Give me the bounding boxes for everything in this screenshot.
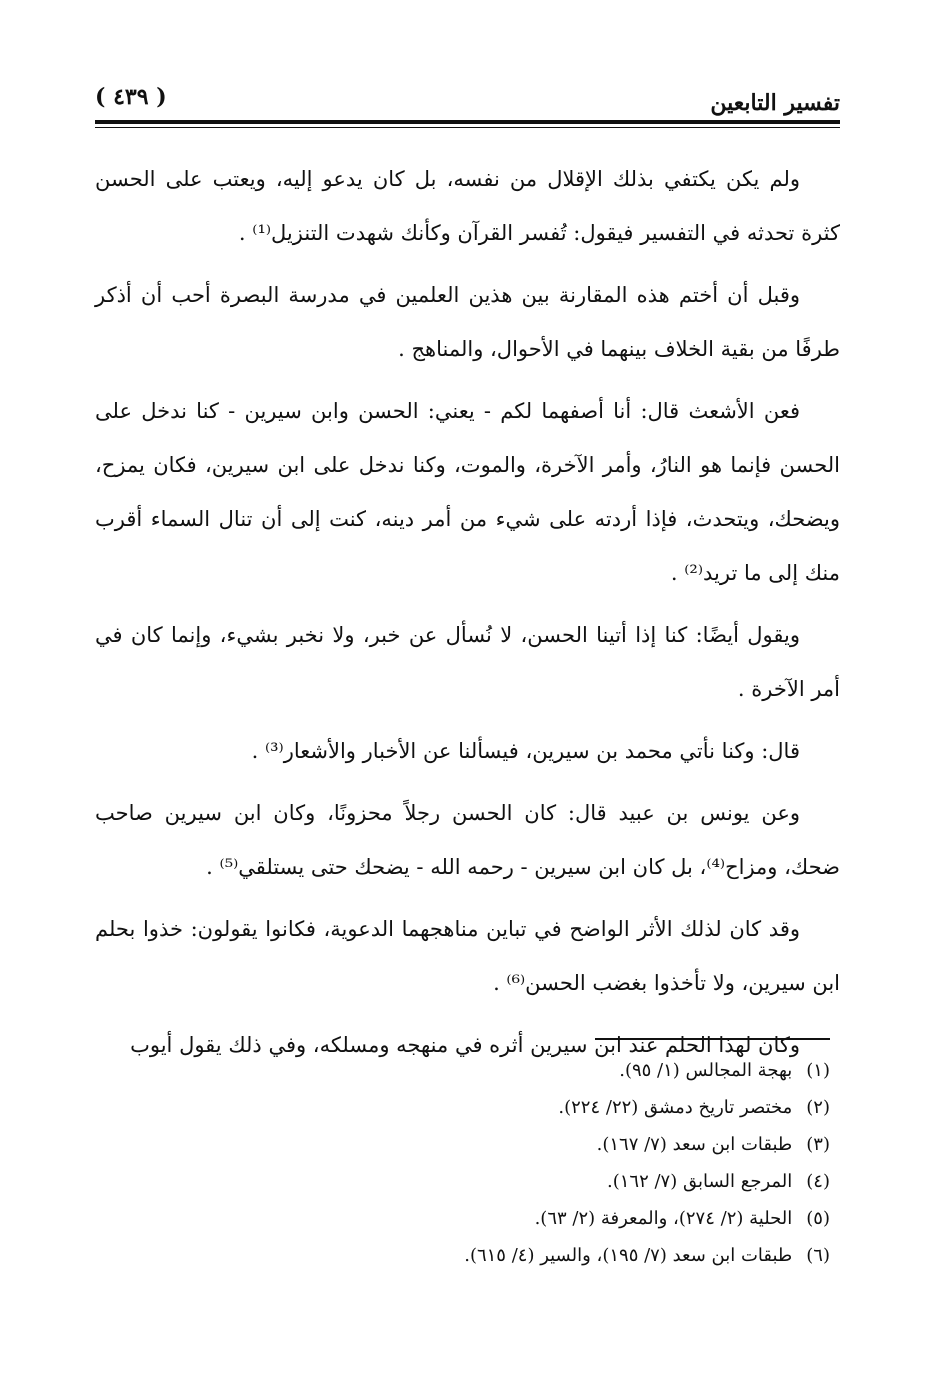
- paragraph: فعن الأشعث قال: أنا أصفهما لكم - يعني: الحسن وابن سيرين - كنا ندخل على الحسن فإنما هو النارُ، وأمر الآخرة، والموت، وكنا ندخل على ابن سيرين، فكان يمزح، ويضحك، ويتحدث، فإذا أردته على شيء من أمر دينه، كنت إلى أن تنال السماء أقرب منك إلى ما تريد⁽²⁾ .: [95, 399, 840, 585]
- footnote: [95, 1200, 830, 1237]
- footnote: [95, 1089, 830, 1126]
- footnote-text: المرجع السابق (٧/ ١٦٢).: [606, 1171, 793, 1192]
- footnote: [95, 1052, 830, 1089]
- footnote-text: بهجة المجالس (١/ ٩٥).: [619, 1060, 793, 1081]
- footnote-number: (٣): [806, 1134, 830, 1155]
- footnote-number: (٢): [806, 1097, 830, 1118]
- footnote-text: طبقات ابن سعد (٧/ ١٩٥)، والسير (٤/ ٦١٥).: [464, 1245, 793, 1266]
- paragraph: وعن يونس بن عبيد قال: كان الحسن رجلاً محزونًا، وكان ابن سيرين صاحب ضحك، ومزاح⁽⁴⁾، بل كان ابن سيرين - رحمه الله - يضحك حتى يستلقي⁽⁵⁾ .: [95, 801, 840, 879]
- footnotes: [95, 1052, 830, 1274]
- page-number: ( ٤٣٩ ): [95, 84, 167, 110]
- footnote-text: الحلية (٢/ ٢٧٤)، والمعرفة (٢/ ٦٣).: [534, 1208, 793, 1229]
- footnote-number: (٦): [806, 1245, 830, 1266]
- running-title: تفسير التابعين: [710, 90, 840, 116]
- footnote: [95, 1163, 830, 1200]
- paragraph: ولم يكن يكتفي بذلك الإقلال من نفسه، بل كان يدعو إليه، ويعتب على الحسن كثرة تحدثه في التفسير فيقول: تُفسر القرآن وكأنك شهدت التنزيل⁽¹⁾ .: [95, 167, 840, 245]
- paragraph: وقد كان لذلك الأثر الواضح في تباين مناهجهما الدعوية، فكانوا يقولون: خذوا بحلم ابن سيرين، ولا تأخذوا بغضب الحسن⁽⁶⁾ .: [95, 917, 840, 995]
- footnote-text: طبقات ابن سعد (٧/ ١٦٧).: [596, 1134, 793, 1155]
- footnote: [95, 1126, 830, 1163]
- paragraph: ويقول أيضًا: كنا إذا أتينا الحسن، لا نُسأل عن خبر، ولا نخبر بشيء، وإنما كان في أمر الآخرة .: [95, 623, 840, 701]
- paragraph: قال: وكنا نأتي محمد بن سيرين، فيسألنا عن الأخبار والأشعار⁽³⁾ .: [251, 739, 800, 763]
- page-header: [95, 84, 840, 120]
- paragraph: وكان لهذا الحلم عند ابن سيرين أثره في منهجه ومسلكه، وفي ذلك يقول أيوب: [130, 1033, 800, 1057]
- paragraph: وقبل أن أختم هذه المقارنة بين هذين العلمين في مدرسة البصرة أحب أن أذكر طرفًا من بقية الخلاف بينهما في الأحوال، والمناهج .: [95, 283, 840, 361]
- footnote-text: مختصر تاريخ دمشق (٢٢/ ٢٢٤).: [558, 1097, 793, 1118]
- main-text: [95, 152, 840, 1080]
- footnote-separator: [595, 1038, 830, 1040]
- header-rule-thick: [95, 120, 840, 124]
- footnote-number: (٤): [806, 1171, 830, 1192]
- footnote-number: (١): [806, 1060, 830, 1081]
- footnote-number: (٥): [806, 1208, 830, 1229]
- footnote: [95, 1237, 830, 1274]
- header-rule-thin: [95, 127, 840, 128]
